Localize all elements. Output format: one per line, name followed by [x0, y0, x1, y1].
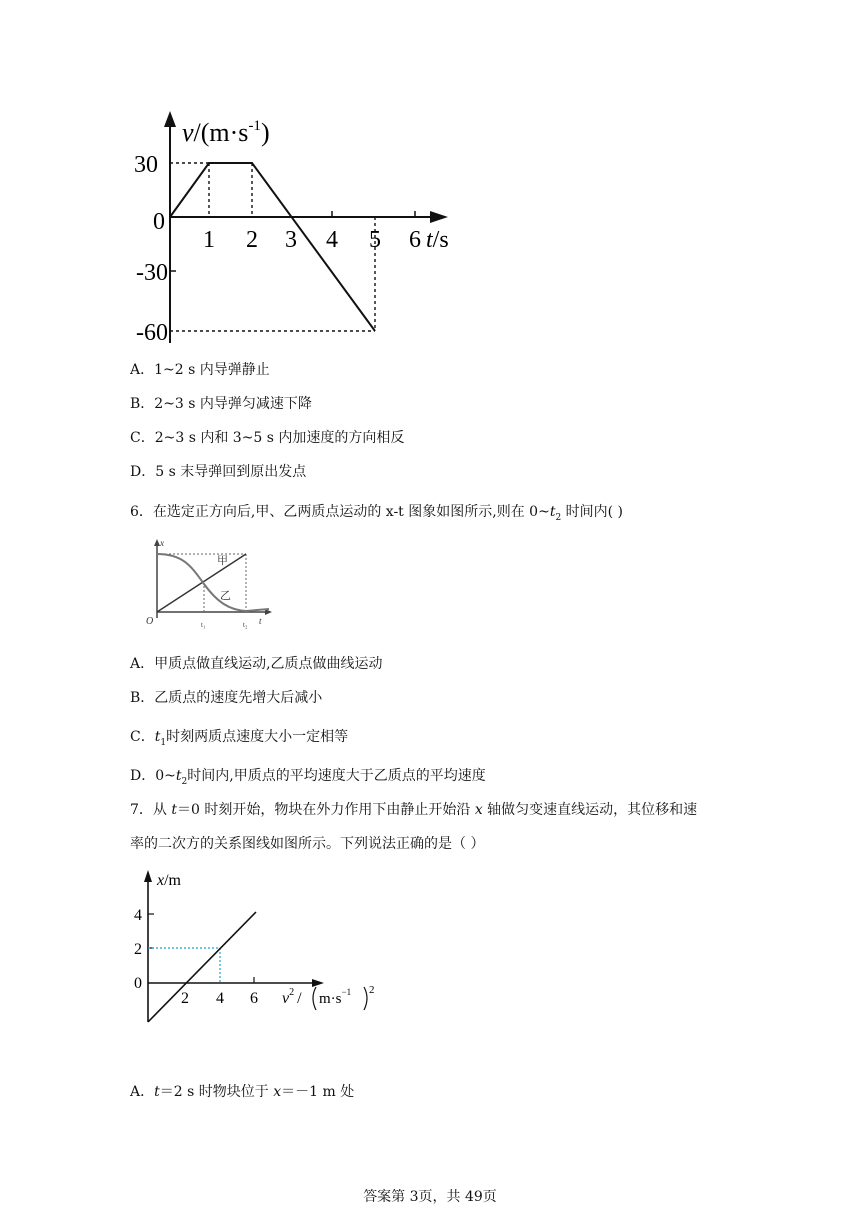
- x-axis-title: t/s: [426, 227, 449, 253]
- q7-stem-line2: 率的二次方的关系图线如图所示。下列说法正确的是（ ）: [130, 836, 485, 852]
- t2-label: t₂: [243, 621, 248, 629]
- origin-label: O: [146, 616, 154, 627]
- x-tick-label: 1: [203, 227, 215, 253]
- x-tick-label: 4: [326, 227, 338, 253]
- x-axis-label: x: [160, 538, 164, 548]
- blue-dashed-guides: [148, 948, 220, 983]
- y-axis-title: $v/(m\cdot s^{-1})$: [182, 118, 270, 147]
- y-tick-label: 0: [134, 975, 142, 992]
- q6-option-b: B．乙质点的速度先增大后减小: [130, 690, 323, 706]
- x-tick-label: 3: [285, 227, 297, 253]
- x-axis-title-outer-exp: 2: [369, 984, 375, 996]
- y-tick-label: -30: [136, 260, 168, 286]
- displacement-speed-squared-graph: [128, 866, 398, 1032]
- position-time-graph: [143, 536, 273, 630]
- x-tick-label: 6: [409, 227, 421, 253]
- x-tick-label: 4: [216, 990, 224, 1007]
- x-tick-label: 6: [250, 990, 258, 1007]
- yi-curve: [157, 554, 269, 611]
- velocity-line: [170, 163, 375, 331]
- t-axis-label: t: [259, 616, 262, 626]
- x-axis-title-inner: $m\cdot s^{-1}$: [319, 987, 352, 1007]
- q5-option-c: C．2~3 s 内和 3~5 s 内加速度的方向相反: [130, 430, 405, 446]
- velocity-time-graph: [120, 105, 480, 355]
- jia-line: [157, 554, 246, 612]
- q6-stem: 6．在选定正方向后,甲、乙两质点运动的 x-t 图象如图所示,则在 $0\sim t_2$ 时间内( ): [130, 504, 624, 523]
- x-tick-label: 5: [369, 227, 381, 253]
- q5-option-d: D．5 s 末导弹回到原出发点: [130, 464, 307, 480]
- dashed-guides: [170, 163, 375, 331]
- jia-label: 甲: [217, 555, 228, 567]
- y-axis-arrow: [164, 111, 176, 127]
- y-tick-label: 4: [134, 907, 142, 924]
- y-tick-label: 0: [153, 209, 165, 235]
- yi-label: 乙: [220, 590, 231, 602]
- q7-stem-line1: 7．从 t＝0 时刻开始，物块在外力作用下由静止开始沿 x 轴做匀变速直线运动，其位移和速: [130, 802, 698, 818]
- q5-option-b: B．2~3 s 内导弹匀减速下降: [130, 396, 312, 412]
- t1-label: t₁: [201, 621, 206, 629]
- x-v2-line: [148, 912, 256, 1022]
- x-axis-title: $v^2$ /: [282, 987, 302, 1007]
- x-axis-arrow: [430, 211, 448, 223]
- q5-option-a: A．1~2 s 内导弹静止: [130, 362, 270, 378]
- y-tick-label: 2: [134, 941, 142, 958]
- y-tick-label: 30: [134, 152, 158, 178]
- page-footer: 答案第 3页，共 49页: [363, 1189, 497, 1205]
- y-axis-title: x/m: [157, 872, 181, 889]
- y-tick-label: -60: [136, 320, 168, 346]
- q6-option-d: D．$0\sim t_2$时间内,甲质点的平均速度大于乙质点的平均速度: [130, 768, 486, 787]
- x-tick-label: 2: [246, 227, 258, 253]
- x-tick-label: 2: [181, 990, 189, 1007]
- q6-option-c: C．$t_1$时刻两质点速度大小一定相等: [130, 729, 349, 748]
- q6-option-a: A．甲质点做直线运动,乙质点做曲线运动: [130, 656, 383, 672]
- q7-option-a: A．t＝2 s 时物块位于 x＝－1 m 处: [130, 1084, 355, 1100]
